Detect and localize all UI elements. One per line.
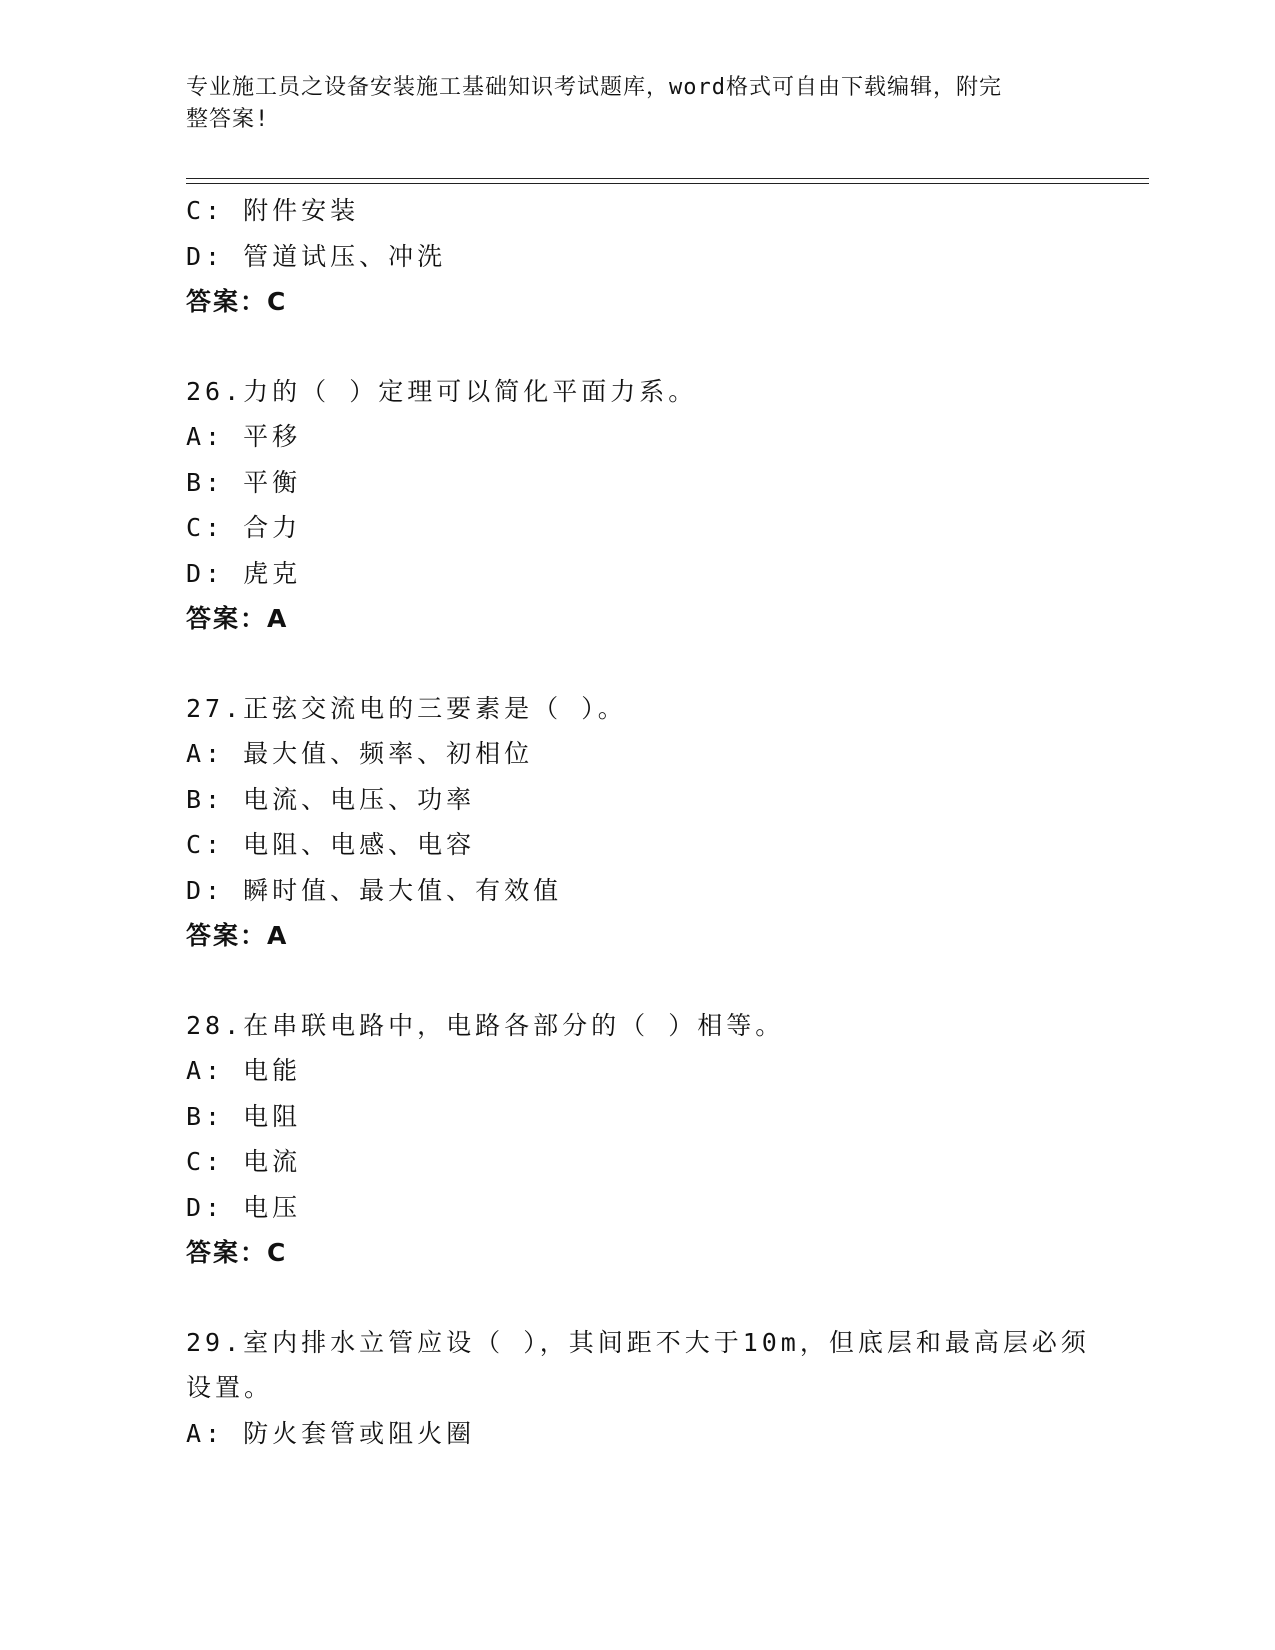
answer: 答案：A bbox=[186, 604, 289, 633]
option-a: A: 最大值、频率、初相位 bbox=[186, 739, 534, 768]
header-divider-top bbox=[186, 178, 1149, 179]
option-b: B: 电阻 bbox=[186, 1101, 302, 1131]
continued-question bbox=[186, 188, 1086, 325]
question-stem: 28.在串联电路中，电路各部分的（ ）相等。 bbox=[186, 1010, 785, 1040]
document-header bbox=[186, 72, 1066, 136]
option-d: D: 电压 bbox=[186, 1192, 302, 1222]
answer: 答案：C bbox=[186, 1238, 288, 1267]
option-a: A: 电能 bbox=[186, 1056, 302, 1085]
option-d: D: 管道试压、冲洗 bbox=[186, 241, 447, 271]
option-b: B: 平衡 bbox=[186, 467, 302, 497]
answer: 答案：C bbox=[186, 287, 288, 316]
question-26 bbox=[186, 369, 1086, 642]
question-stem-line-1: 29.室内排水立管应设（ ），其间距不大于10m，但底层和最高层必须 bbox=[186, 1327, 1090, 1357]
question-stem: 27.正弦交流电的三要素是（ ）。 bbox=[186, 693, 627, 723]
question-stem-line-2: 设置。 bbox=[186, 1373, 274, 1402]
header-line-2: 整答案! bbox=[186, 107, 270, 132]
question-28 bbox=[186, 1003, 1086, 1276]
option-d: D: 瞬时值、最大值、有效值 bbox=[186, 875, 563, 905]
option-b: B: 电流、电压、功率 bbox=[186, 784, 476, 814]
question-list bbox=[186, 188, 1090, 1456]
option-c: C: 附件安装 bbox=[186, 196, 360, 225]
option-a: A: 平移 bbox=[186, 422, 302, 451]
answer: 答案：A bbox=[186, 921, 289, 950]
question-stem: 26.力的（ ）定理可以简化平面力系。 bbox=[186, 376, 698, 406]
header-divider-bottom bbox=[186, 183, 1149, 184]
header-line-1: 专业施工员之设备安装施工基础知识考试题库，word格式可自由下载编辑，附完 bbox=[186, 75, 1002, 100]
option-c: C: 电阻、电感、电容 bbox=[186, 830, 476, 859]
option-c: C: 电流 bbox=[186, 1147, 302, 1176]
question-27 bbox=[186, 686, 1086, 959]
question-29 bbox=[186, 1320, 1090, 1457]
option-a: A: 防火套管或阻火圈 bbox=[186, 1418, 476, 1448]
option-c: C: 合力 bbox=[186, 513, 302, 542]
option-d: D: 虎克 bbox=[186, 558, 302, 588]
